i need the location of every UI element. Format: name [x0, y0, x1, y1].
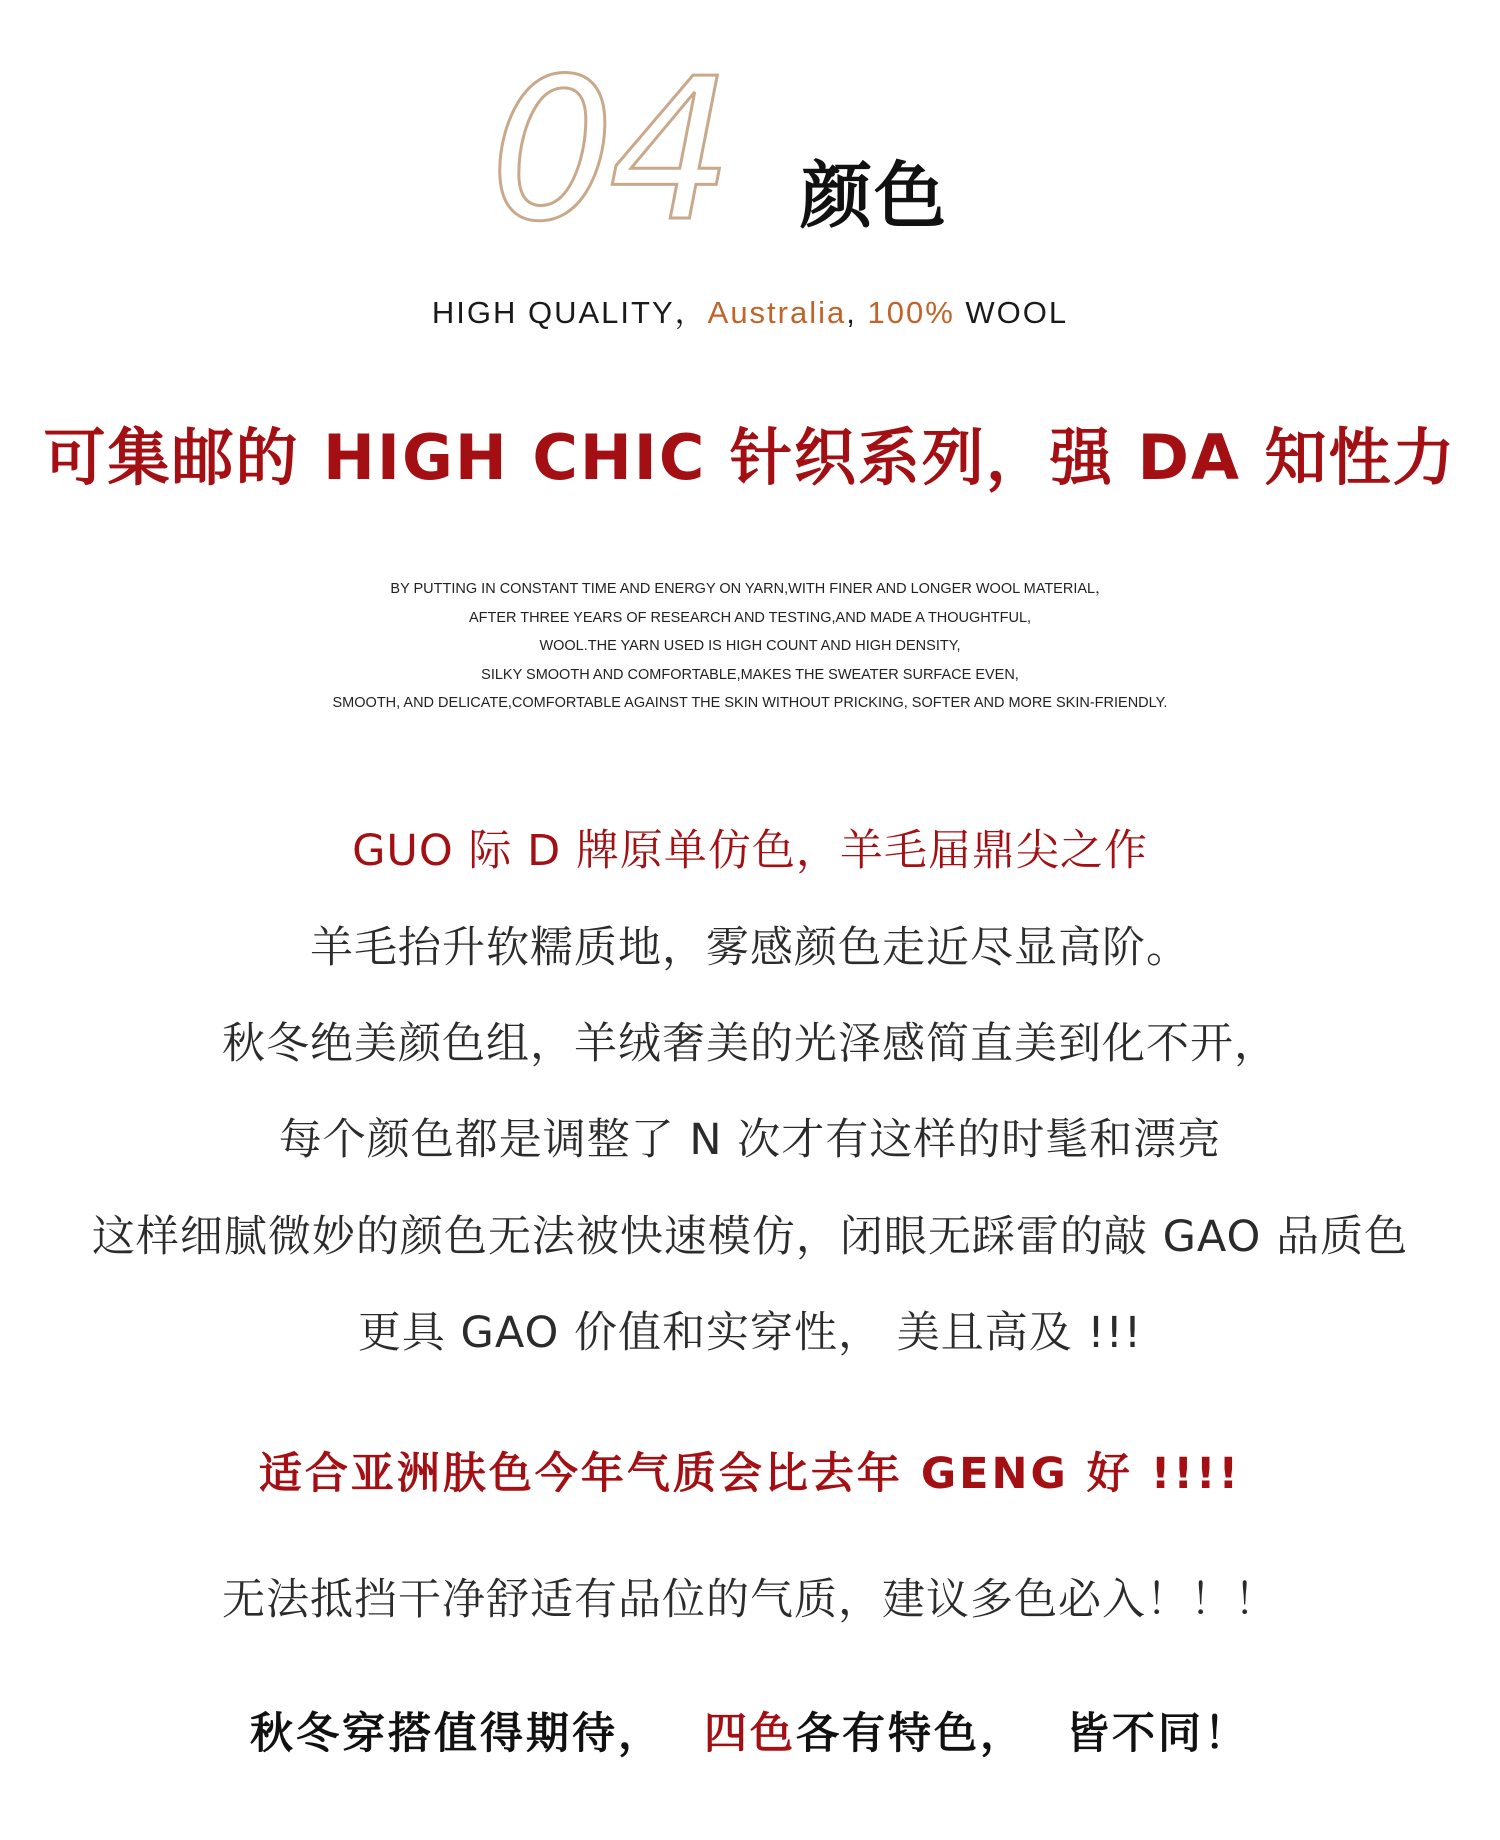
closing-part3: 各有特色， [796, 1709, 1026, 1759]
recommend-line: 无法抵挡干净舒适有品位的气质，建议多色必入！！！ [222, 1575, 1278, 1625]
body-line: 羊毛抬升软糯质地，雾感颜色走近尽显高阶。 [310, 923, 1190, 973]
section-number-text: 04 [490, 48, 728, 238]
subhead: GUO 际 D 牌原单仿色，羊毛届鼎尖之作 [352, 826, 1148, 876]
emphasis-line: 适合亚洲肤色今年气质会比去年 GENG 好 !!!! [258, 1449, 1242, 1499]
body-line: 更具 GAO 价值和实穿性， 美且高及 !!! [357, 1308, 1143, 1358]
english-line: SMOOTH, AND DELICATE,COMFORTABLE AGAINST THE SKIN WITHOUT PRICKING, SOFTER AND MORE SKIN-FRIENDLY. [332, 695, 1168, 711]
wool-label: WOOL [954, 295, 1069, 330]
english-description [0, 575, 1500, 718]
headline: 可集邮的 HIGH CHIC 针织系列，强 DA 知性力 [43, 421, 1457, 494]
closing-part4: 皆不同！ [1066, 1709, 1250, 1759]
quality-line [0, 287, 1500, 332]
english-line: WOOL.THE YARN USED IS HIGH COUNT AND HIGH DENSITY, [539, 638, 961, 654]
section-number-04 [484, 48, 774, 238]
closing-part1: 秋冬穿搭值得期待， [250, 1709, 664, 1759]
closing-highlight: 四色 [704, 1709, 796, 1759]
origin-label: Australia [707, 295, 847, 330]
body-line: 每个颜色都是调整了 N 次才有这样的时髦和漂亮 [278, 1115, 1222, 1165]
section-title: 颜色 [800, 154, 949, 238]
quality-separator: , [846, 295, 868, 330]
body-line: 这样细腻微妙的颜色无法被快速模仿，闭眼无踩雷的敲 GAO 品质色 [91, 1212, 1409, 1262]
english-line: AFTER THREE YEARS OF RESEARCH AND TESTING,AND MADE A THOUGHTFUL, [468, 609, 1032, 626]
english-line: SILKY SMOOTH AND COMFORTABLE,MAKES THE SWEATER SURFACE EVEN, [481, 666, 1019, 683]
body-line: 秋冬绝美颜色组，羊绒奢美的光泽感简直美到化不开， [222, 1019, 1278, 1069]
closing-line [0, 1700, 1500, 1761]
quality-label: HIGH QUALITY， [431, 295, 708, 330]
english-line: BY PUTTING IN CONSTANT TIME AND ENERGY ON YARN,WITH FINER AND LONGER WOOL MATERIAL， [390, 581, 1110, 597]
wool-percent: 100% [867, 295, 955, 330]
